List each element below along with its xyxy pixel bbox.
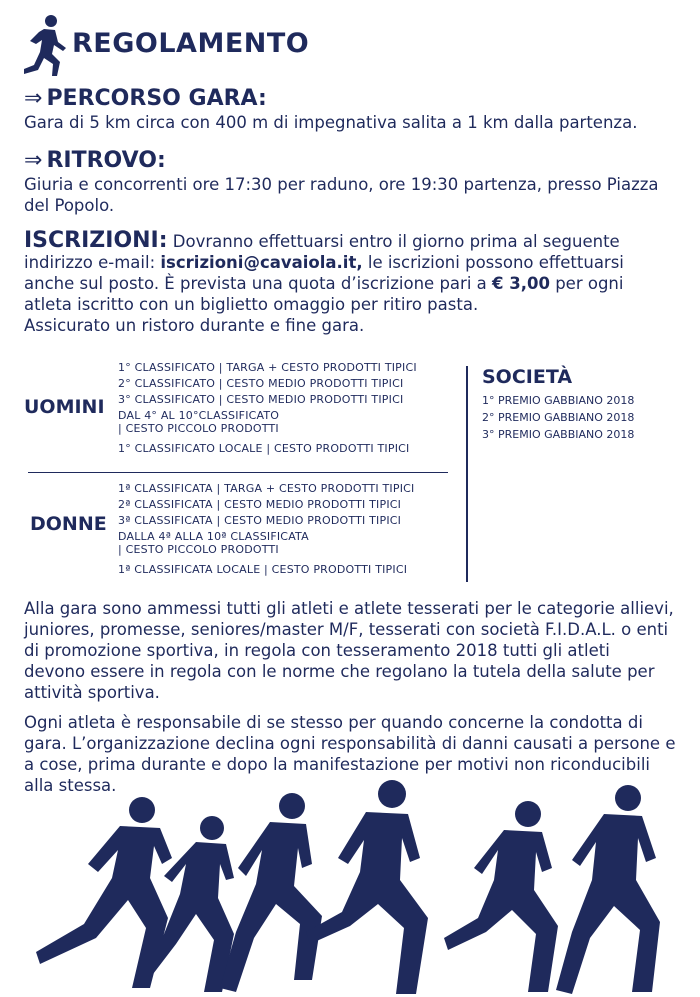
percorso-text: Gara di 5 km circa con 400 m di impegnativa salita a 1 km dalla partenza. <box>24 113 638 132</box>
runner-logo-icon <box>22 14 68 78</box>
ritrovo-heading-text: RITROVO: <box>46 148 166 173</box>
prize-item: 1° CLASSIFICATO | TARGA + CESTO PRODOTTI TIPICI <box>118 361 417 374</box>
percorso-heading <box>24 86 267 111</box>
donne-prize-list <box>118 481 414 578</box>
runners-silhouette-icon <box>0 768 700 997</box>
ammessi-text: Alla gara sono ammessi tutti gli atleti e atlete tesserati per le categorie allievi, juniores, promesse, seniores/master M/F, tesserati con società F.I.D.A.L. o enti di promozione sportiva, in regola con tesseramento 2018 tutti gli atleti devono essere in regola con le norme che regolano la tutela della salute per attività sportiva. <box>24 599 674 702</box>
prize-item: DAL 4° AL 10°CLASSIFICATO <box>118 409 280 422</box>
iscrizioni-text-3: per ogni atleta iscritto con un biglietto omaggio per ritiro pasta. <box>24 274 624 314</box>
prize-item: DALLA 4ª ALLA 10ª CLASSIFICATA <box>118 530 309 543</box>
iscrizioni-text-4: Assicurato un ristoro durante e fine gara. <box>24 316 365 335</box>
prize-item: 3ª CLASSIFICATA | CESTO MEDIO PRODOTTI TIPICI <box>118 514 402 527</box>
percorso-heading-text: PERCORSO GARA: <box>46 86 267 111</box>
prize-item: | CESTO PICCOLO PRODOTTI <box>118 422 279 435</box>
iscrizioni-text-2: le iscrizioni possono effettuarsi anche sul posto. È prevista una quota d’iscrizione pari a <box>24 253 624 293</box>
prize-item: 1ª CLASSIFICATA | TARGA + CESTO PRODOTTI TIPICI <box>118 482 415 495</box>
prize-item: 3° PREMIO GABBIANO 2018 <box>482 428 635 441</box>
runner-silhouette-icon <box>444 801 558 992</box>
iscrizioni-text-1: Dovranno effettuarsi entro il giorno prima al seguente indirizzo e-mail: <box>24 232 620 272</box>
runner-silhouette-icon <box>306 780 428 994</box>
divider <box>28 472 448 473</box>
runner-silhouette-icon <box>556 785 660 994</box>
responsabilita-text: Ogni atleta è responsabile di se stesso per quando concerne la condotta di gara. L’organizzazione declina ogni responsabilità di danni causati a persone e a cose, prima durante e dopo la manifestazione per motivi non riconducibili alla stessa. <box>24 713 676 795</box>
uomini-prize-list <box>118 360 417 457</box>
double-arrow-icon: ⇒ <box>24 148 43 173</box>
runner-silhouette-icon <box>220 793 322 992</box>
iscrizioni-paragraph <box>24 230 676 336</box>
iscrizioni-fee: € 3,00 <box>492 274 550 293</box>
prize-item: 1° PREMIO GABBIANO 2018 <box>482 394 635 407</box>
ritrovo-heading <box>24 148 166 173</box>
donne-label: DONNE <box>30 513 107 535</box>
double-arrow-icon: ⇒ <box>24 86 43 111</box>
prize-item: 2° CLASSIFICATO | CESTO MEDIO PRODOTTI TIPICI <box>118 377 404 390</box>
page-title: REGOLAMENTO <box>72 28 310 59</box>
ritrovo-text: Giuria e concorrenti ore 17:30 per raduno, ore 19:30 partenza, presso Piazza del Popolo. <box>24 175 659 215</box>
societa-label: SOCIETÀ <box>482 366 573 388</box>
societa-prize-list <box>482 392 634 443</box>
prize-item: 2° PREMIO GABBIANO 2018 <box>482 411 635 424</box>
uomini-label: UOMINI <box>24 396 105 418</box>
iscrizioni-email: iscrizioni@cavaiola.it, <box>160 253 363 272</box>
vertical-divider <box>466 366 468 582</box>
prize-item: 2ª CLASSIFICATA | CESTO MEDIO PRODOTTI TIPICI <box>118 498 402 511</box>
iscrizioni-heading: ISCRIZIONI: <box>24 228 168 253</box>
prize-item: | CESTO PICCOLO PRODOTTI <box>118 543 279 556</box>
prize-item: 1ª CLASSIFICATA LOCALE | CESTO PRODOTTI TIPICI <box>118 563 408 576</box>
prize-item: 1° CLASSIFICATO LOCALE | CESTO PRODOTTI TIPICI <box>118 442 410 455</box>
prize-item: 3° CLASSIFICATO | CESTO MEDIO PRODOTTI TIPICI <box>118 393 404 406</box>
